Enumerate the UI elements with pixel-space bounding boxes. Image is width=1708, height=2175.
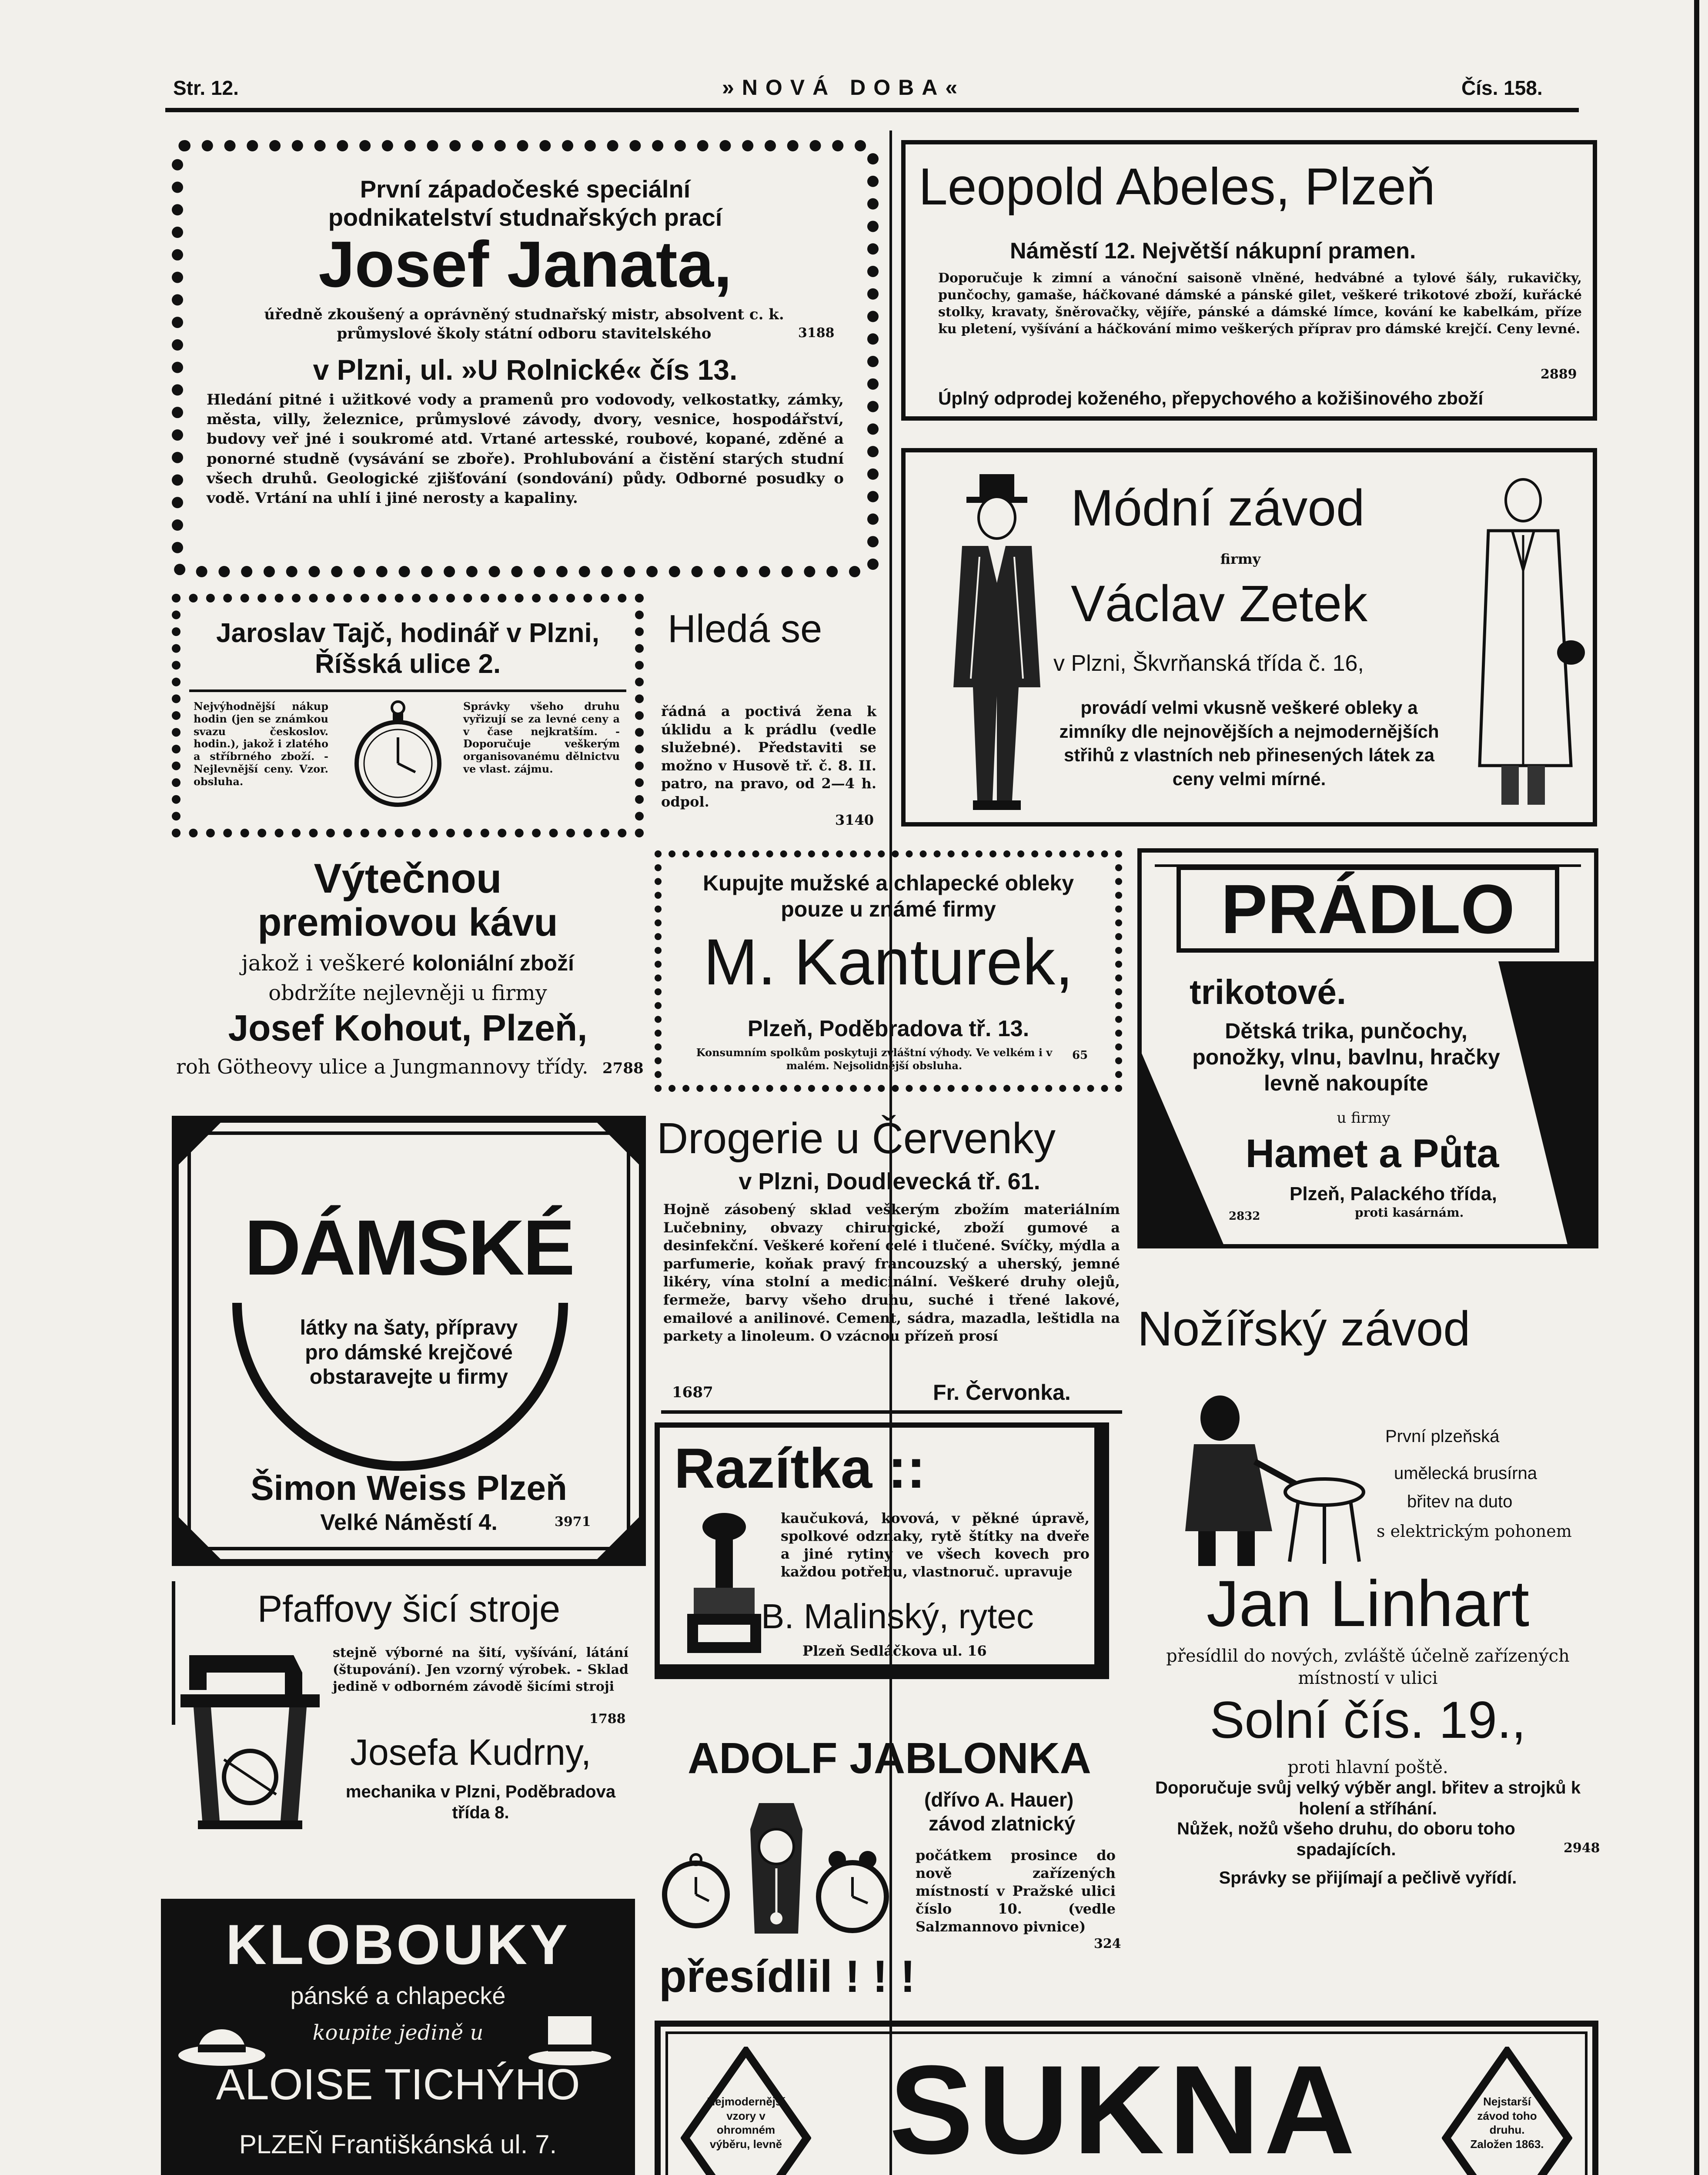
gentleman-illustration-right bbox=[1454, 465, 1588, 818]
janata-address: v Plzni, ul. »U Rolnické« čís 13. bbox=[313, 354, 738, 386]
clocks-illustration bbox=[655, 1790, 902, 1947]
kava-line3 bbox=[172, 950, 644, 976]
pfaff-name: Josefa Kudrny, bbox=[350, 1732, 592, 1773]
kava-line3-plain: jakož i veškeré bbox=[241, 950, 412, 976]
nozirsky-b4: Nůžek, nožů všeho druhu, do oboru toho spadajících. bbox=[1177, 1819, 1515, 1859]
kava-line2: premiovou kávu bbox=[257, 901, 558, 944]
cervenka-body: Hojně zásobený sklad veškerým zbožím materiálním Lučebniny, obvazy chirurgické, zboží gumové a desinfekční. Veškeré koření celé i tlučené. Svíčky, mýdla a parfumerie, koňak pravý francouzský a uherský, jemné likéry, vína stolní a medicinální. Veškeré druhy olejů, fermeže, barvy všeho druhu, suché i třené lakové, emailové a anilinové. Cement, sádra, mazadla, leštidla na parkety a linoleum. O vzácnou přízeň prosí bbox=[663, 1201, 1120, 1345]
pocket-watch-icon bbox=[346, 698, 450, 811]
janata-desc: úředně zkoušený a oprávněný studnařský mistr, absolvent c. k. průmyslové školy státní odboru stavitelského bbox=[264, 306, 784, 342]
tajc-ad bbox=[172, 594, 644, 837]
klobouky-title: KLOBOUKY bbox=[226, 1913, 570, 1976]
damske-name: Šimon Weiss Plzeň bbox=[251, 1469, 567, 1507]
kava-name: Josef Kohout, Plzeň, bbox=[228, 1007, 588, 1048]
tajc-head: Jaroslav Tajč, hodinář v Plzni, Říšská ulice 2. bbox=[216, 618, 599, 679]
masthead-rule bbox=[165, 108, 1579, 112]
abeles-code: 2889 bbox=[1541, 367, 1577, 382]
cervenka-ad bbox=[655, 1114, 1124, 1414]
cervenka-rule bbox=[661, 1410, 1122, 1414]
zetek-title: Módní závod bbox=[1071, 479, 1365, 537]
kanturek-small: Konsumním spolkům poskytuji zvláštní výhody. Ve velkém i v malém. Nejsolidnější obsluha. bbox=[696, 1046, 1053, 1072]
jablonka-sub2: závod zlatnický bbox=[929, 1812, 1076, 1835]
page-number: Str. 12. bbox=[173, 77, 239, 99]
tajc-left: Nejvýhodnější nákup hodin (jen se známkou svazu českoslov. hodin.), jakož i zlatého a stříbrného zboží. - Nejlevnější ceny. Vzor. obsluha. bbox=[194, 700, 328, 788]
pradlo-sub: trikotové. bbox=[1190, 973, 1347, 1011]
damske-body: látky na šaty, přípravy pro dámské krejčové obstaravejte u firmy bbox=[300, 1316, 518, 1389]
pradlo-firmy: u firmy bbox=[1337, 1109, 1390, 1127]
nozirsky-street: Solní čís. 19., bbox=[1210, 1691, 1526, 1749]
cervenka-code: 1687 bbox=[672, 1384, 713, 1401]
janata-name: Josef Janata, bbox=[318, 228, 732, 301]
nozirsky-s2: umělecká brusírna bbox=[1394, 1464, 1538, 1483]
nozirsky-b3: Doporučuje svůj velký výběr angl. břitev a strojků k holení a stříhání. bbox=[1155, 1778, 1581, 1818]
kava-address: roh Götheovy ulice a Jungmannovy třídy. bbox=[176, 1055, 588, 1078]
hleda-ad bbox=[652, 594, 883, 837]
kanturek-ad bbox=[655, 850, 1122, 1092]
pradlo-body: Dětská trika, punčochy, ponožky, vlnu, bavlnu, hračky levně nakoupíte bbox=[1192, 1019, 1500, 1095]
janata-ad bbox=[172, 140, 879, 577]
kanturek-address: Plzeň, Poděbradova tř. 13. bbox=[747, 1016, 1029, 1041]
page-right-edge bbox=[1694, 0, 1699, 2175]
abeles-ad bbox=[901, 140, 1597, 421]
tajc-right: Správky všeho druhu vyřizují se za levné ceny a v čase nejkratším. - Doporučuje veškerým organisovanému dělnictvu ve vlast. zájmu. bbox=[463, 700, 620, 775]
jablonka-sub1: (dřívo A. Hauer) bbox=[924, 1788, 1074, 1811]
razitka-name: B. Malinský, rytec bbox=[761, 1597, 1034, 1636]
nozirsky-ad bbox=[1137, 1301, 1600, 1859]
pfaff-body: stejně výborné na šití, vyšívání, látání (štupování). Jen vzorný výrobek. - Sklad jedině v odborném závodě šicími stroji bbox=[333, 1645, 628, 1694]
rubber-stamp-icon bbox=[681, 1509, 768, 1666]
klobouky-name: ALOISE TICHÝHO bbox=[216, 2060, 580, 2109]
zetek-ad bbox=[901, 448, 1597, 826]
jablonka-code: 324 bbox=[1094, 1936, 1121, 1951]
nozirsky-s3: břitev na duto bbox=[1407, 1492, 1513, 1511]
newspaper-title: »NOVÁ DOBA« bbox=[722, 75, 966, 100]
hleda-code: 3140 bbox=[835, 812, 874, 828]
nozirsky-b5: Správky se přijímají a pečlivě vyřídí. bbox=[1219, 1868, 1517, 1887]
nozirsky-b2: proti hlavní poště. bbox=[1287, 1757, 1448, 1777]
pfaff-title: Pfaffovy šicí stroje bbox=[257, 1588, 561, 1630]
abeles-footer: Úplný odprodej koženého, přepychového a kožišinového zboží bbox=[938, 388, 1484, 408]
janata-code: 3188 bbox=[798, 325, 835, 341]
pfaff-code: 1788 bbox=[589, 1711, 626, 1727]
janata-line1: První západočeské speciální bbox=[360, 175, 691, 203]
klobouky-line2: pánské a chlapecké bbox=[290, 1982, 506, 2009]
janata-line2: podnikatelství studnařských prací bbox=[328, 204, 722, 231]
zetek-firmy: firmy bbox=[1220, 551, 1261, 567]
zetek-address: v Plzni, Škvrňanská třída č. 16, bbox=[1053, 651, 1364, 676]
pradlo-title: PRÁDLO bbox=[1177, 866, 1559, 953]
kava-line1: Výtečnou bbox=[314, 855, 502, 902]
pfaff-address: mechanika v Plzni, Poděbradova třída 8. bbox=[345, 1782, 616, 1822]
nozirsky-name: Jan Linhart bbox=[1206, 1567, 1530, 1640]
klobouky-ad bbox=[161, 1899, 635, 2175]
sewing-machine-icon bbox=[172, 1638, 328, 1847]
damske-code: 3971 bbox=[555, 1514, 591, 1529]
pradlo-code: 2832 bbox=[1229, 1210, 1260, 1223]
barber-illustration bbox=[1159, 1388, 1368, 1570]
nozirsky-s4: s elektrickým pohonem bbox=[1377, 1522, 1572, 1541]
razitka-ad bbox=[655, 1422, 1122, 1692]
damske-ad bbox=[172, 1116, 646, 1566]
cervenka-address: v Plzni, Doudlevecká tř. 61. bbox=[739, 1168, 1040, 1195]
kanturek-code: 65 bbox=[1072, 1049, 1088, 1062]
nozirsky-title: Nožířský závod bbox=[1137, 1302, 1471, 1356]
razitka-body: kaučuková, kovová, v pěkné úpravě, spolkové odznaky, rytě štítky na dveře a jiné rytiny ve všech kovech pro každou potřebu, vlastnoruč. upravuje bbox=[781, 1510, 1090, 1580]
zetek-name: Václav Zetek bbox=[1071, 575, 1368, 632]
pradlo-address: Plzeň, Palackého třída, bbox=[1290, 1183, 1497, 1205]
janata-body: Hledání pitné i užitkové vody a pramenů pro vodovody, velkostatky, zámky, města, villy, železnice, průmyslové závody, dvory, vesnice, hospodářství, budovy veř jné i soukromé atd. Vrtané artesské, roubové, kopané, zděné a ponorné studně (vysávání se zboře). Prohlubování a čistění starých studní všech druhů. Geologické zjišťování (sondování) půdy. Odborné posudky o vodě. Vrtání na uhlí i jiné nerosty a kapaliny. bbox=[207, 391, 844, 507]
kava-ad bbox=[172, 855, 644, 1107]
klobouky-line3: koupite jedině u bbox=[312, 2021, 484, 2045]
kava-line3-bold: koloniální zboží bbox=[412, 951, 574, 975]
nozirsky-s1: První plzeňská bbox=[1385, 1427, 1500, 1446]
kanturek-name: M. Kanturek, bbox=[703, 925, 1073, 998]
pfaff-ad bbox=[172, 1581, 646, 1857]
jablonka-body: počátkem prosince do nově zařízených místností v Pražské ulici číslo 10. (vedle Salzmannovo pivnice) bbox=[916, 1847, 1116, 1935]
jablonka-name: ADOLF JABLONKA bbox=[688, 1734, 1091, 1783]
damske-address: Velké Náměstí 4. bbox=[320, 1510, 498, 1535]
sukna-left-text: Nejmodernější vzory v ohromném výběru, levně bbox=[707, 2095, 785, 2151]
issue-number: Čís. 158. bbox=[1461, 77, 1543, 99]
klobouky-address: PLZEŇ Františkánská ul. 7. bbox=[239, 2130, 557, 2159]
nozirsky-code: 2948 bbox=[1564, 1840, 1600, 1856]
kava-code: 2788 bbox=[602, 1060, 644, 1077]
hleda-body: řádná a poctivá žena k úklidu a k prádlu (vedle služebné). Představiti se možno v Husově tř. č. 8. II. patro, na pravo, od 2—4 h. odpol. bbox=[661, 703, 876, 810]
abeles-name: Leopold Abeles, Plzeň bbox=[919, 157, 1435, 216]
sukna-ad bbox=[655, 2021, 1598, 2175]
sukna-right-text: Nejstarší závod toho druhu. Založen 1863. bbox=[1470, 2095, 1544, 2151]
abeles-sub: Náměstí 12. Největší nákupní pramen. bbox=[1010, 238, 1416, 264]
cervenka-signature: Fr. Červonka. bbox=[933, 1380, 1071, 1405]
jablonka-foot: přesídlil ! ! ! bbox=[659, 1951, 916, 2002]
abeles-body: Doporučuje k zimní a vánoční saisoně vlněné, hedvábné a tylové šály, rukavičky, punčochy, gamaše, háčkované dámské a pánské gilet, veškeré trikotové zboží, kuřácké stolky, kravaty, šněrovačky, vějíře, pánské a dámské límce, kování ke kabelkám, příze ku pletení, vyšívání a háčkování mimo veškerých příprav pro dámské krejčí. Ceny levné. bbox=[938, 271, 1582, 337]
tajc-rule bbox=[189, 689, 626, 692]
razitka-title: Razítka :: bbox=[674, 1436, 926, 1500]
jablonka-ad bbox=[655, 1733, 1124, 2003]
pradlo-ad bbox=[1137, 848, 1598, 1248]
pradlo-name: Hamet a Půta bbox=[1245, 1131, 1499, 1176]
gentleman-illustration-left bbox=[932, 470, 1062, 818]
razitka-address: Plzeň Sedláčkova ul. 16 bbox=[802, 1643, 987, 1659]
pradlo-address2: proti kasárnám. bbox=[1355, 1205, 1464, 1220]
hleda-title: Hledá se bbox=[668, 607, 822, 651]
kanturek-top: Kupujte mužské a chlapecké obleky pouze u známé firmy bbox=[702, 871, 1074, 921]
damske-title: DÁMSKÉ bbox=[244, 1204, 574, 1292]
kava-line4: obdržíte nejlevněji u firmy bbox=[268, 981, 547, 1005]
sukna-title: SUKNA bbox=[889, 2039, 1360, 2175]
cervenka-title: Drogerie u Červenky bbox=[657, 1114, 1056, 1163]
zetek-body: provádí velmi vkusně veškeré obleky a zimníky dle nejnovějších a nejmodernějších střihů z vlastních neb přinesených látek za ceny velmi mírné. bbox=[1059, 697, 1439, 789]
nozirsky-b1: přesídlil do nových, zvláště účelně zařízených místností v ulici bbox=[1166, 1646, 1570, 1689]
